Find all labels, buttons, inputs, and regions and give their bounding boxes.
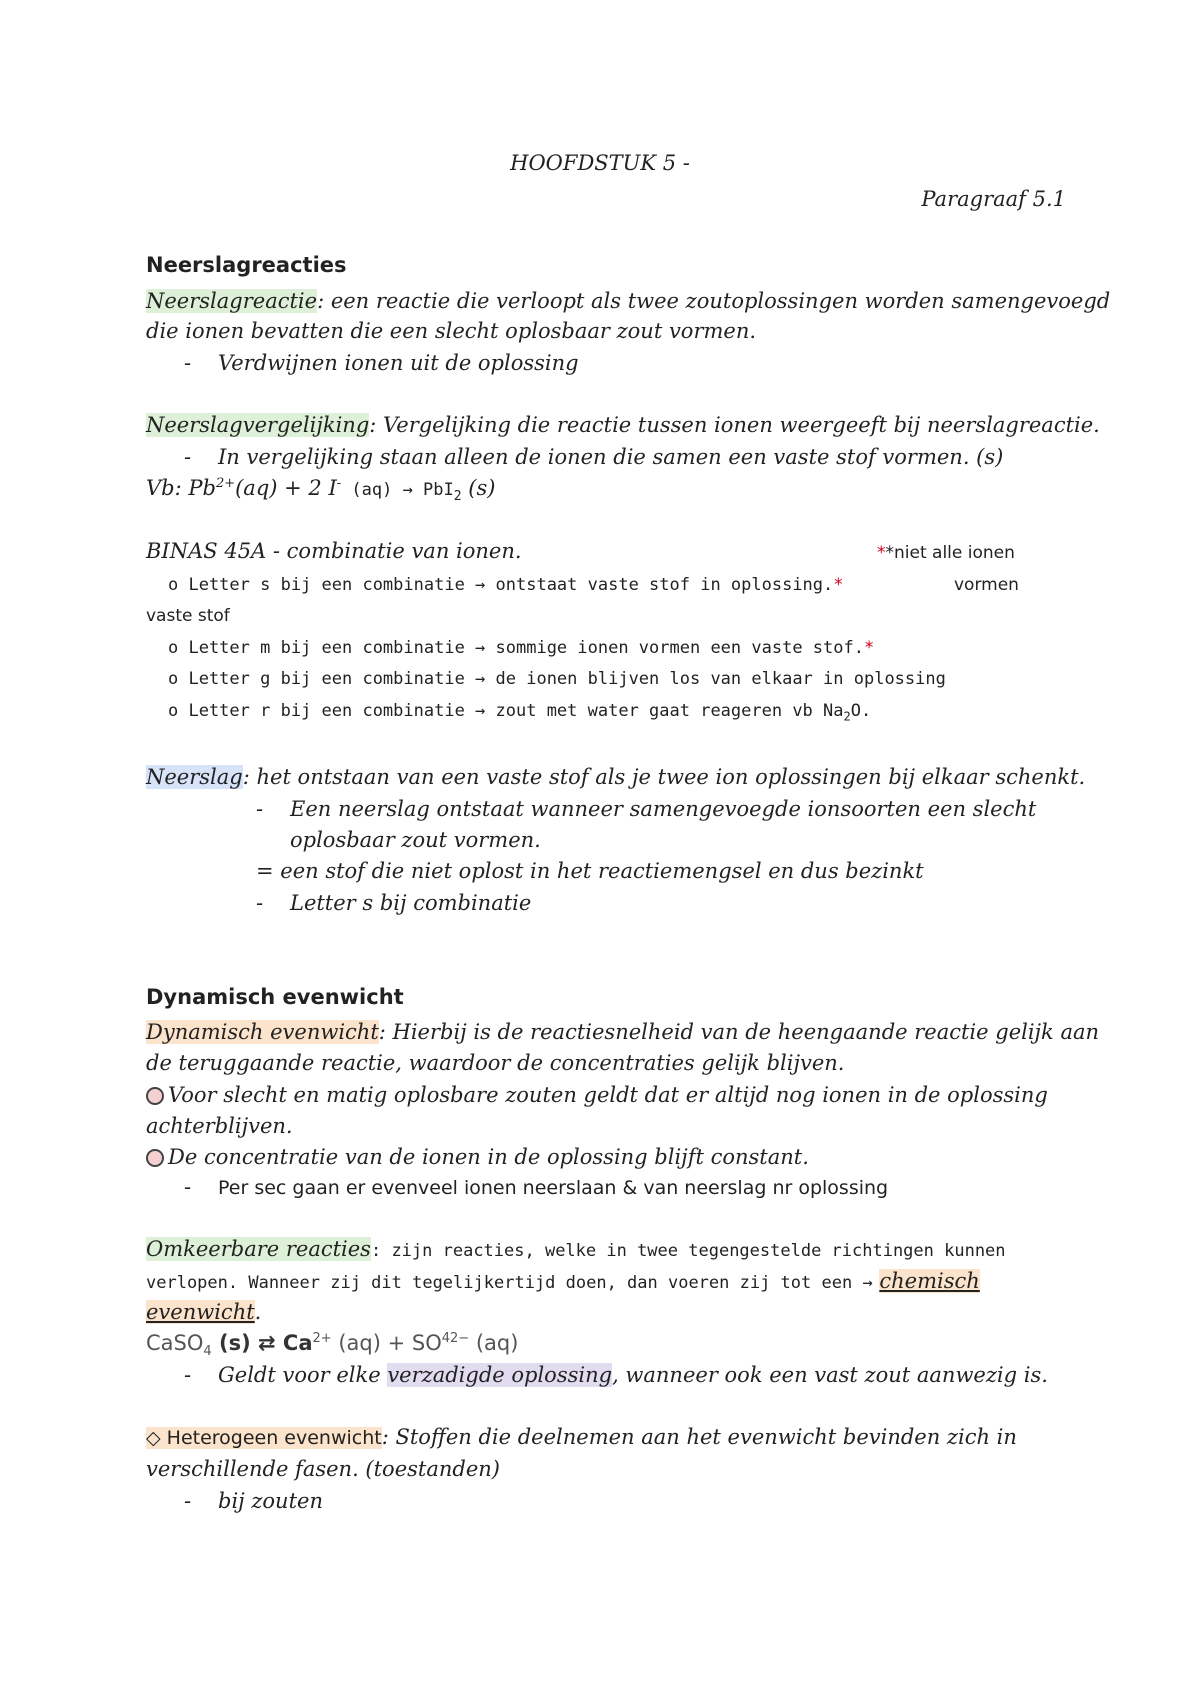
definition-text: : Hierbij is de reactiesnelheid van de heengaande reactie gelijk aan: [378, 1020, 1100, 1044]
circle-text: Voor slecht en matig oplosbare zouten geldt dat er altijd nog ionen in de oplossing: [168, 1083, 1048, 1107]
circle-item: [146, 1142, 809, 1172]
bullet-text: Geldt voor elke: [218, 1363, 388, 1387]
superscript: -: [336, 476, 342, 491]
bullet-text: In vergelijking staan alleen de ionen die samen een vaste stof vormen. (s): [218, 445, 1004, 469]
definition-neerslagreactie: [146, 286, 1110, 316]
definition-line: [146, 1297, 261, 1327]
section-heading-neerslagreacties: Neerslagreacties: [146, 253, 347, 277]
paragraph-label: Paragraaf 5.1: [921, 187, 1066, 211]
superscript: 2+: [215, 476, 236, 491]
bullet-text: bij zouten: [218, 1489, 323, 1513]
bullet-cont: oplosbaar zout vormen.: [290, 828, 541, 852]
term-chemisch-evenwicht: chemisch: [879, 1269, 980, 1293]
definition-line: verschillende fasen. (toestanden): [146, 1457, 500, 1481]
definition-neerslag: [146, 762, 1085, 792]
term-omkeerbare-reacties: Omkeerbare reacties: [146, 1237, 371, 1261]
formula-part: (aq): [469, 1331, 519, 1355]
definition-line: die ionen bevatten die een slecht oplosbaar zout vormen.: [146, 319, 757, 343]
example-text: Vb: Pb: [146, 476, 216, 500]
letter-r-line: [168, 696, 871, 726]
definition-heterogeen-evenwicht: [146, 1422, 1017, 1453]
definition-text: : zijn reacties, welke in twee tegengestelde richtingen kunnen: [370, 1241, 1006, 1261]
red-star: *: [833, 575, 844, 595]
letter-s-line: [168, 570, 844, 600]
dash-bullet: -: [256, 891, 264, 915]
bullet-text: Letter s bij combinatie: [290, 891, 532, 915]
formula-part: (aq) + SO: [331, 1331, 442, 1355]
example-text: (aq) + 2 I: [235, 476, 337, 500]
circle-icon: [146, 1087, 164, 1105]
definition-dynamisch-evenwicht: [146, 1017, 1099, 1047]
circle-text: De concentratie van de ionen in de oplossing blijft constant.: [168, 1145, 809, 1169]
bullet-item: [256, 794, 1036, 824]
definition-text: : Vergelijking die reactie tussen ionen weergeeft bij neerslagreactie.: [369, 413, 1100, 437]
definition-text: : een reactie die verloopt als twee zoutoplossingen worden samengevoegd: [317, 289, 1111, 313]
formula-caso4: [146, 1328, 518, 1358]
term-verzadigde-oplossing: verzadigde oplossing: [387, 1363, 613, 1387]
chapter-title: HOOFDSTUK 5 -: [510, 151, 690, 175]
example-mono: (aq) → PbI: [341, 480, 454, 500]
definition-text: : Stoffen die deelnemen aan het evenwicht bevinden zich in: [381, 1425, 1017, 1449]
equals-line: = een stof die niet oplost in het reactiemengsel en dus bezinkt: [256, 859, 924, 883]
definition-text: : het ontstaan van een vaste stof als je twee ion oplossingen bij elkaar schenkt.: [242, 765, 1086, 789]
letter-text: o Letter r bij een combinatie → zout met water gaat reageren vb Na: [168, 701, 844, 721]
example-equation: [146, 473, 495, 505]
term-heterogeen-evenwicht: ◇ Heterogeen evenwicht: [146, 1427, 382, 1449]
example-text: (s): [461, 476, 496, 500]
bullet-text: Per sec gaan er evenveel ionen neerslaan & van neerslag nr oplossing: [218, 1177, 889, 1199]
red-star: *: [863, 638, 875, 658]
subscript: 2: [843, 709, 851, 724]
term-neerslagvergelijking: Neerslagvergelijking: [146, 413, 370, 437]
dash-bullet: -: [256, 797, 264, 821]
bullet-item: [184, 1486, 323, 1516]
dash-bullet: -: [184, 1489, 192, 1513]
definition-line: [146, 1266, 980, 1298]
bullet-item: [184, 1172, 888, 1203]
period: .: [254, 1300, 262, 1324]
superscript: 2+: [312, 1331, 332, 1346]
bullet-text: Een neerslag ontstaat wanneer samengevoegde ionsoorten een slecht: [290, 797, 1037, 821]
binas-line: BINAS 45A - combinatie van ionen.: [146, 539, 522, 563]
definition-line: de teruggaande reactie, waardoor de concentraties gelijk blijven.: [146, 1051, 845, 1075]
bullet-text: , wanneer ook een vast zout aanwezig is.: [612, 1363, 1048, 1387]
bullet-text: Verdwijnen ionen uit de oplossing: [218, 351, 579, 375]
term-neerslag: Neerslag: [146, 765, 243, 789]
subscript: 4: [203, 1344, 212, 1360]
term-neerslagreactie: Neerslagreactie: [146, 289, 318, 313]
circle-item-cont: achterblijven.: [146, 1114, 293, 1138]
side-note-text: *niet alle ionen: [885, 543, 1015, 563]
circle-item: [146, 1080, 1048, 1110]
red-star: *: [877, 543, 886, 563]
side-note: [877, 538, 1015, 568]
subscript: 2: [453, 489, 462, 505]
term-dynamisch-evenwicht: Dynamisch evenwicht: [146, 1020, 379, 1044]
dash-bullet: -: [184, 445, 192, 469]
bullet-item: [256, 888, 531, 918]
letter-g-line: o Letter g bij een combinatie → de ionen blijven los van elkaar in oplossing: [168, 669, 946, 689]
definition-text: verlopen. Wanneer zij dit tegelijkertijd doen, dan voeren zij tot een →: [146, 1273, 873, 1293]
dash-bullet: -: [184, 1363, 192, 1387]
definition-neerslagvergelijking: [146, 410, 1100, 440]
letter-text: O.: [850, 701, 872, 721]
formula-part: CaSO: [146, 1331, 204, 1355]
bullet-item: [184, 1360, 1048, 1390]
bullet-item: [184, 442, 1003, 472]
formula-part: (s) ⇄ Ca: [211, 1331, 313, 1355]
letter-text: o Letter m bij een combinatie → sommige ionen vormen een vaste stof.: [168, 638, 864, 658]
bullet-item: [184, 348, 579, 378]
dash-bullet: -: [184, 351, 192, 375]
letter-m-line: [168, 633, 874, 663]
side-note-cont: vaste stof: [146, 606, 230, 626]
letter-text: o Letter s bij een combinatie → ontstaat vaste stof in oplossing.: [168, 575, 834, 595]
definition-omkeerbare-reacties: [146, 1234, 1006, 1266]
dash-bullet: -: [184, 1175, 192, 1199]
circle-icon: [146, 1149, 164, 1167]
side-note-cont: vormen: [954, 575, 1019, 595]
term-evenwicht: evenwicht: [146, 1300, 255, 1324]
section-heading-dynamisch-evenwicht: Dynamisch evenwicht: [146, 985, 404, 1009]
superscript: 42−: [441, 1331, 470, 1346]
